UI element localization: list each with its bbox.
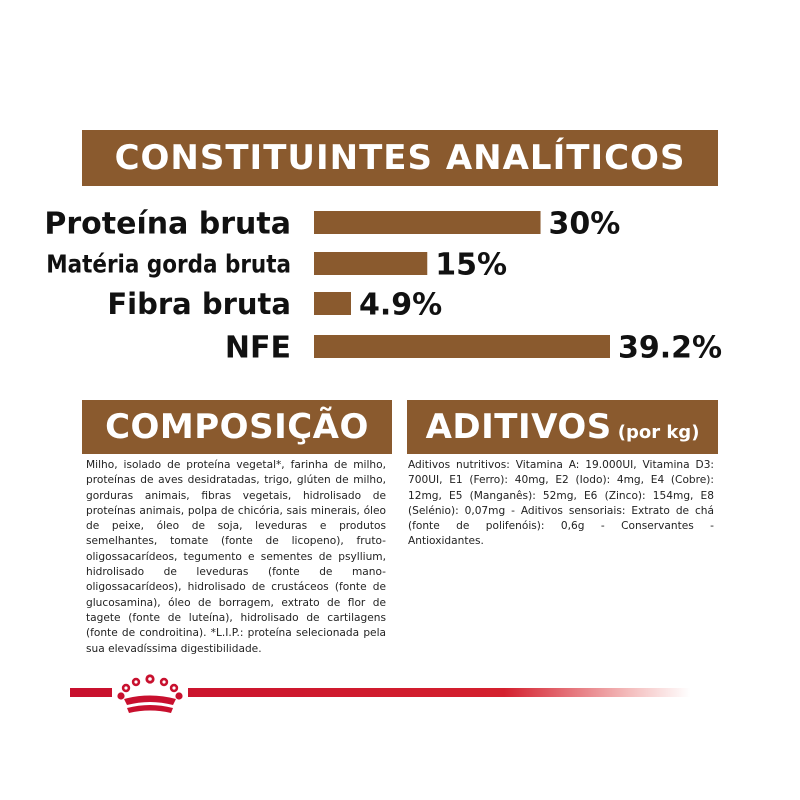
crown-icon	[112, 672, 188, 716]
additives-title: ADITIVOS	[425, 407, 612, 447]
category-label-0: Proteína bruta	[44, 206, 291, 242]
category-label-3: NFE	[224, 330, 291, 366]
category-label-1: Matéria gorda bruta	[46, 249, 292, 279]
additives-text: Aditivos nutritivos: Vitamina A: 19.000UI, Vitamina D3: 700UI, E1 (Ferro): 40mg, E2 (Iodo): 4mg, E4 (Cobre): 12mg, E5 (Manganês): 52mg, E6 (Zinco): 154mg, E8 (Selénio): 0,07mg - Aditivos sensoriais: Extrato de chá (fonte de polifenóis): 0,6g - Conservantes - Antioxidantes.	[408, 459, 714, 548]
composition-text: Milho, isolado de proteína vegetal*, farinha de milho, proteínas de aves desidratadas, trigo, glúten de milho, gorduras animais, fibras vegetais, hidrolisado de proteínas animais, polpa de chicória, sais minerais, óleo de peixe, óleo de soja, leveduras e produtos semelhantes, tomate (fonte de licopeno), fruto-oligossacarídeos, tegumento e sementes de psyllium, hidrolisado de leveduras (fonte de mano-oligossacarídeos), hidrolisado de crustáceos (fonte de glucosamina), óleo de borragem, extrato de flor de tagete (fonte de luteína), hidrolisado de cartilagens (fonte de condroitina). *L.I.P.: proteína selecionada pela sua elevadíssima digestibilidade.	[86, 459, 386, 655]
additives-title-suffix: (por kg)	[617, 421, 700, 443]
bar-1	[314, 252, 427, 275]
value-label-3: 39.2%	[618, 330, 723, 366]
composition-title-banner	[82, 400, 392, 454]
value-label-0: 30%	[548, 206, 621, 242]
bar-2	[314, 292, 351, 315]
composition-title: COMPOSIÇÃO	[105, 407, 369, 447]
category-label-2: Fibra bruta	[107, 286, 291, 321]
value-label-2: 4.9%	[359, 287, 443, 323]
additives-title-banner	[407, 400, 718, 454]
bar-0	[314, 211, 541, 234]
analytics-title: CONSTITUINTES ANALÍTICOS	[114, 138, 686, 178]
value-label-1: 15%	[435, 247, 508, 283]
bar-3	[314, 335, 610, 358]
